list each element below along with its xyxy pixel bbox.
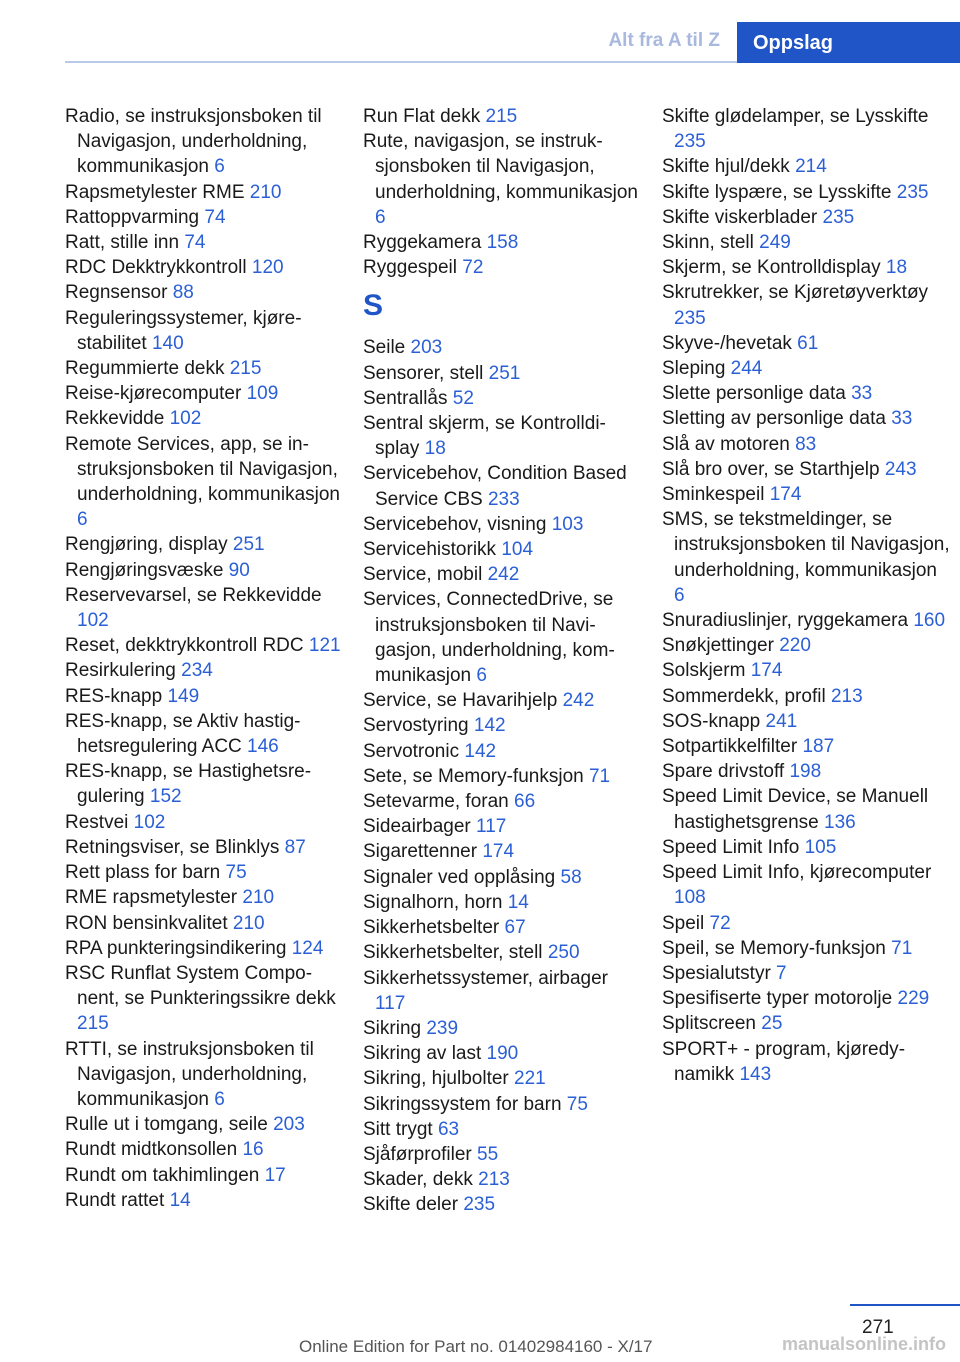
page-link[interactable]: 67 [504, 917, 526, 939]
page-link[interactable]: 142 [473, 715, 506, 737]
entry-term: RON bensinkvalitet [65, 912, 233, 934]
entry-term: Rengjøring, display [65, 534, 233, 556]
entry-term: Rengjøringsvæske [65, 559, 229, 581]
entry-term: Sikkerhetssystemer, airbager [363, 967, 608, 989]
index-entry [65, 432, 343, 533]
entry-term: Servostyring [363, 715, 474, 737]
entry-term: Sentral skjerm, se Kontrolldisplay [363, 413, 606, 460]
page-link[interactable]: 215 [229, 358, 262, 380]
page-link[interactable]: 6 [214, 1088, 225, 1110]
page-link[interactable]: 210 [242, 887, 275, 909]
index-entry [65, 104, 343, 180]
page-link[interactable]: 210 [249, 181, 282, 203]
page-link[interactable]: 190 [486, 1043, 519, 1065]
entry-term: Rundt om takhimlingen [65, 1164, 265, 1186]
page-link[interactable]: 16 [242, 1139, 264, 1161]
index-entry [662, 1011, 952, 1036]
entry-term: Rundt midtkonsollen [65, 1139, 243, 1161]
page-link[interactable]: 74 [204, 206, 226, 228]
section-letter: S [363, 289, 384, 323]
page-link[interactable]: 250 [547, 942, 580, 964]
page-link[interactable]: 146 [247, 736, 279, 758]
page-link[interactable]: 74 [184, 232, 206, 254]
index-entry [662, 835, 952, 860]
index-entry [65, 911, 343, 936]
page-link[interactable]: 174 [482, 841, 515, 863]
index-entry [363, 1066, 643, 1091]
entry-term: Rett plass for barn [65, 862, 226, 884]
page-link[interactable]: 251 [488, 362, 521, 384]
page-link[interactable]: 71 [891, 937, 913, 959]
page-link[interactable]: 14 [169, 1189, 191, 1211]
page-link[interactable]: 18 [424, 438, 446, 460]
entry-term: RSC Runflat System Component, se Punkteringssikre dekk [65, 962, 336, 1010]
entry-term: Service, se Havarihjelp [363, 690, 563, 712]
entry-term: Run Flat dekk [363, 106, 486, 127]
page-link[interactable]: 102 [77, 610, 109, 632]
entry-term: Restvei [65, 811, 134, 833]
index-entry [363, 537, 643, 562]
index-entry [363, 890, 643, 915]
entry-term: Seile [363, 337, 411, 359]
entry-term: Servicebehov, visning [363, 513, 552, 535]
index-entry [65, 532, 343, 557]
page-number: 271 [862, 1317, 894, 1338]
page-link[interactable]: 66 [514, 791, 536, 813]
index-entry [662, 406, 952, 431]
page-link[interactable]: 104 [501, 539, 534, 561]
index-entry [65, 280, 343, 305]
page-link[interactable]: 239 [426, 1017, 459, 1039]
index-entry [363, 1092, 643, 1117]
index-entry [662, 457, 952, 482]
page-link[interactable]: 244 [730, 358, 763, 380]
entry-term: Sommerdekk, profil [662, 685, 831, 707]
page-link[interactable]: 235 [674, 307, 706, 329]
index-entry [662, 255, 952, 280]
entry-term: RTTI, se instruksjonsboken til Navigasjon, underholdning, kommunikasjon [65, 1038, 314, 1110]
entry-term: Slå bro over, se Starthjelp [662, 458, 885, 480]
page-link[interactable]: 18 [885, 257, 908, 279]
index-entry [363, 1167, 643, 1192]
index-entry [662, 658, 952, 683]
index-entry [662, 104, 952, 154]
entry-term: Speed Limit Info [662, 836, 805, 858]
index-entry [363, 230, 643, 255]
page-link[interactable]: 33 [891, 408, 913, 430]
index-entry [363, 789, 643, 814]
page-link[interactable]: 221 [514, 1068, 546, 1090]
page-link[interactable]: 61 [797, 332, 819, 354]
page-link[interactable]: 6 [476, 665, 487, 687]
page-link[interactable]: 117 [476, 816, 507, 838]
entry-term: Speed Limit Device, se Manuell hastighetsgrense [662, 786, 929, 833]
entry-term: Splitscreen [662, 1013, 762, 1035]
entry-term: SPORT+ - program, kjøredynamikk [662, 1038, 906, 1085]
page-link[interactable]: 242 [562, 690, 595, 712]
entry-term: Skifte glødelamper, se Lysskifte [662, 106, 929, 127]
entry-term: Service, mobil [363, 564, 488, 586]
edition-note: Online Edition for Part no. 01402984160 - X/17 [299, 1337, 653, 1356]
index-entry [363, 562, 643, 587]
page-link[interactable]: 117 [375, 992, 406, 1014]
index-entry [363, 713, 643, 738]
entry-term: Regnsensor [65, 282, 173, 304]
entry-term: Skyve-/hevetak [662, 332, 798, 354]
index-entry [65, 835, 343, 860]
page-link[interactable]: 203 [410, 337, 443, 359]
index-entry [363, 129, 643, 230]
page-link[interactable]: 105 [804, 836, 837, 858]
entry-term: Sentrallås [363, 387, 453, 409]
page-link[interactable]: 75 [225, 862, 247, 884]
index-entry [363, 688, 643, 713]
index-column-3 [662, 104, 952, 1087]
entry-term: Signaler ved opplåsing [363, 866, 561, 888]
page-link[interactable]: 174 [750, 660, 783, 682]
index-entry [65, 1188, 343, 1213]
page-link[interactable]: 102 [133, 811, 166, 833]
page-link[interactable]: 229 [897, 988, 930, 1010]
index-entry [662, 180, 952, 205]
page-link[interactable]: 249 [759, 232, 791, 254]
page-link[interactable]: 120 [251, 257, 284, 279]
index-entry [662, 331, 952, 356]
index-entry [65, 860, 343, 885]
entry-term: Slette personlige data [662, 383, 852, 405]
index-entry [65, 961, 343, 1037]
entry-term: Reset, dekktrykkontroll RDC [65, 635, 309, 657]
index-entry [662, 709, 952, 734]
page-link[interactable]: 187 [802, 736, 835, 758]
page-link[interactable]: 75 [566, 1093, 588, 1115]
entry-term: Skifte deler [363, 1194, 464, 1216]
index-entry [662, 507, 952, 608]
page-link[interactable]: 7 [776, 962, 787, 984]
entry-term: Spare drivstoff [662, 761, 790, 783]
entry-term: Setevarme, foran [363, 791, 515, 813]
entry-term: Skifte hjul/dekk [662, 156, 796, 178]
index-entry [363, 1041, 643, 1066]
page-link[interactable]: 210 [232, 912, 265, 934]
page-link[interactable]: 58 [560, 866, 582, 888]
index-entry [65, 583, 343, 633]
index-entry [65, 406, 343, 431]
page-link[interactable]: 72 [709, 912, 731, 934]
index-entry [65, 633, 343, 658]
index-entry [363, 512, 643, 537]
entry-term: RES-knapp, se Hastighetsregulering [65, 761, 312, 808]
entry-term: Spesifiserte typer motorolje [662, 988, 898, 1010]
index-entry [363, 361, 643, 386]
index-entry [363, 461, 643, 511]
page-link[interactable]: 83 [795, 433, 817, 455]
page-link[interactable]: 213 [830, 685, 863, 707]
index-entry [363, 940, 643, 965]
index-entry [363, 814, 643, 839]
entry-term: Sminkespeil [662, 484, 770, 506]
index-entry [363, 104, 643, 129]
page-link[interactable]: 220 [779, 635, 811, 657]
index-entry [662, 1037, 952, 1087]
index-entry [65, 1037, 343, 1113]
entry-term: Skifte lyspære, se Lysskifte [662, 181, 897, 203]
entry-term: Speil [662, 912, 710, 934]
entry-term: Slå av motoren [662, 433, 796, 455]
index-entry [65, 1163, 343, 1188]
page-link[interactable]: 14 [507, 891, 529, 913]
entry-term: Regummierte dekk [65, 358, 230, 380]
index-entry [662, 961, 952, 986]
index-entry [662, 986, 952, 1011]
entry-term: RES-knapp [65, 685, 168, 707]
page-link[interactable]: 235 [463, 1194, 496, 1216]
page-link[interactable]: 140 [151, 332, 184, 354]
page-link[interactable]: 6 [77, 509, 88, 531]
entry-term: Skifte viskerblader [662, 206, 823, 228]
index-entry [662, 759, 952, 784]
entry-term: Solskjerm [662, 660, 751, 682]
entry-term: Sikkerhetsbelter, stell [363, 942, 548, 964]
page-link[interactable]: 55 [477, 1143, 499, 1165]
index-entry [65, 684, 343, 709]
page-link[interactable]: 160 [913, 610, 946, 632]
index-entry [65, 306, 343, 356]
index-entry [363, 764, 643, 789]
entry-term: Rute, navigasjon, se instruksjonsboken til Navigasjon, underholdning, kommunikasjon [363, 131, 638, 203]
entry-term: Sikring [363, 1017, 427, 1039]
page-link[interactable]: 143 [739, 1063, 772, 1085]
index-entry [662, 280, 952, 330]
page-link[interactable]: 235 [822, 206, 855, 228]
page-link[interactable]: 215 [485, 106, 518, 127]
index-entry [662, 154, 952, 179]
entry-term: SMS, se tekstmeldinger, se instruksjonsboken til Navigasjon, underholdning, kommunikasjon [662, 509, 950, 581]
entry-term: Spesialutstyr [662, 962, 777, 984]
page-link[interactable]: 102 [169, 408, 202, 430]
page-link[interactable]: 215 [77, 1013, 109, 1035]
index-entry [65, 885, 343, 910]
page-link[interactable]: 198 [789, 761, 822, 783]
page-link[interactable]: 88 [172, 282, 194, 304]
page-link[interactable]: 251 [232, 534, 265, 556]
entry-term: Skader, dekk [363, 1169, 479, 1191]
page-link[interactable]: 214 [795, 156, 827, 178]
entry-term: Skrutrekker, se Kjøretøyverktøy [662, 282, 929, 304]
entry-term: Signalhorn, horn [363, 891, 508, 913]
index-entry [363, 915, 643, 940]
entry-term: Services, ConnectedDrive, se instruksjonsboken til Navigasjon, underholdning, kommunikasjon [363, 589, 615, 687]
index-entry [662, 860, 952, 910]
index-entry [662, 633, 952, 658]
page-link[interactable]: 242 [487, 564, 520, 586]
entry-term: Servotronic [363, 740, 465, 762]
index-column-2 [363, 104, 643, 1218]
entry-term: Rattoppvarming [65, 206, 205, 228]
entry-term: Sikring, hjulbolter [363, 1068, 515, 1090]
entry-term: Snuradiuslinjer, ryggekamera [662, 610, 914, 632]
index-entry [65, 558, 343, 583]
index-entry [65, 180, 343, 205]
page-link[interactable]: 235 [896, 181, 929, 203]
page-link[interactable]: 243 [884, 458, 917, 480]
index-entry [662, 734, 952, 759]
entry-term: Skjerm, se Kontrolldisplay [662, 257, 886, 279]
index-entry [65, 1137, 343, 1162]
entry-term: Sitt trygt [363, 1118, 438, 1140]
index-entry [363, 411, 643, 461]
entry-term: Rapsmetylester RME [65, 181, 250, 203]
page-link[interactable]: 33 [851, 383, 873, 405]
index-entry [65, 255, 343, 280]
page-link[interactable]: 124 [291, 937, 324, 959]
index-entry [662, 482, 952, 507]
page-link[interactable]: 6 [375, 206, 386, 228]
entry-term: Reise-kjørecomputer [65, 383, 247, 405]
entry-term: Speil, se Memory-funksjon [662, 937, 892, 959]
index-entry [65, 205, 343, 230]
entry-term: Skinn, stell [662, 232, 760, 254]
entry-term: Sjåførprofiler [363, 1143, 478, 1165]
entry-term: Rundt rattet [65, 1189, 170, 1211]
index-entry [662, 381, 952, 406]
entry-term: Speed Limit Info, kjørecomputer [662, 862, 932, 884]
index-entry [65, 356, 343, 381]
page-link[interactable]: 136 [824, 811, 856, 833]
index-entry [662, 356, 952, 381]
index-entry [662, 936, 952, 961]
entry-term: RDC Dekktrykkontroll [65, 257, 252, 279]
page-link[interactable]: 87 [284, 836, 306, 858]
page-link[interactable]: 72 [462, 257, 484, 279]
entry-term: Retningsviser, se Blinklys [65, 836, 285, 858]
entry-term: Sletting av personlige data [662, 408, 892, 430]
page-link[interactable]: 25 [761, 1013, 783, 1035]
entry-term: Sikring av last [363, 1043, 487, 1065]
index-entry [363, 966, 643, 1016]
page-link[interactable]: 235 [674, 131, 706, 153]
page-link[interactable]: 52 [452, 387, 474, 409]
entry-term: Servicebehov, Condition Based Service CBS [363, 463, 627, 510]
page-link[interactable]: 6 [674, 584, 685, 606]
index-entry [363, 255, 643, 280]
index-entry [662, 230, 952, 255]
entry-term: SOS-knapp [662, 710, 766, 732]
index-entry [363, 1192, 643, 1217]
entry-term: Sideairbager [363, 816, 477, 838]
entry-term: RES-knapp, se Aktiv hastighetsregulering ACC [65, 710, 301, 758]
page-link[interactable]: 213 [478, 1169, 510, 1191]
index-entry [65, 810, 343, 835]
index-entry [363, 865, 643, 890]
entry-term: Resirkulering [65, 660, 182, 682]
index-entry [65, 936, 343, 961]
index-entry [662, 205, 952, 230]
page-link[interactable]: 17 [264, 1164, 286, 1186]
entry-term: Sikringssystem for barn [363, 1093, 567, 1115]
entry-term: RPA punkteringsindikering [65, 937, 292, 959]
entry-term: Remote Services, app, se instruksjonsboken til Navigasjon, underholdning, kommunikasjon [65, 433, 340, 506]
entry-term: RME rapsmetylester [65, 887, 243, 909]
page-link[interactable]: 152 [149, 786, 182, 808]
page-link[interactable]: 90 [228, 559, 250, 581]
page-link[interactable]: 203 [273, 1114, 305, 1136]
page-link[interactable]: 142 [464, 740, 497, 762]
index-entry [65, 1112, 343, 1137]
page-link[interactable]: 6 [214, 156, 225, 178]
entry-term: Servicehistorikk [363, 539, 502, 561]
entry-term: Sete, se Memory-funksjon [363, 765, 589, 787]
index-entry [363, 739, 643, 764]
entry-term: Rekkevidde [65, 408, 170, 430]
index-entry [363, 386, 643, 411]
page-link[interactable]: 121 [308, 635, 341, 657]
index-entry [363, 839, 643, 864]
index-entry [662, 684, 952, 709]
breadcrumb[interactable]: Alt fra A til Z [608, 30, 720, 51]
index-entry [363, 1117, 643, 1142]
page-link[interactable]: 63 [437, 1118, 460, 1140]
index-entry [65, 709, 343, 759]
index-entry [363, 1142, 643, 1167]
index-entry [65, 230, 343, 255]
index-column-1 [65, 104, 343, 1213]
entry-term: Rulle ut i tomgang, seile [65, 1114, 274, 1136]
entry-term: Sigarettenner [363, 841, 483, 863]
index-entry [363, 335, 643, 360]
entry-term: Sleping [662, 358, 731, 380]
entry-term: Snøkjettinger [662, 635, 780, 657]
page-link[interactable]: 234 [181, 660, 213, 682]
entry-term: Ryggespeil [363, 257, 463, 279]
index-entry [363, 587, 643, 688]
page-link[interactable]: 158 [486, 232, 519, 254]
index-entry [65, 381, 343, 406]
index-entry [662, 432, 952, 457]
entry-term: Reservevarsel, se Rekkevidde [65, 584, 322, 606]
tab-oppslag[interactable]: Oppslag [737, 22, 960, 63]
entry-term: Sensorer, stell [363, 362, 489, 384]
page-link[interactable]: 109 [246, 383, 279, 405]
page-link[interactable]: 241 [765, 710, 798, 732]
entry-term: Sikkerhetsbelter [363, 917, 505, 939]
page-link[interactable]: 174 [769, 484, 802, 506]
page-link[interactable]: 233 [487, 488, 520, 510]
page-link[interactable]: 71 [588, 765, 611, 787]
entry-term: Radio, se instruksjonsboken til Navigasjon, underholdning, kommunikasjon [65, 106, 322, 178]
index-entry [662, 784, 952, 834]
index-entry [65, 759, 343, 809]
page-link[interactable]: 108 [674, 887, 706, 909]
watermark: manualsonline.info [781, 1334, 946, 1354]
index-entry [662, 911, 952, 936]
entry-term: Ratt, stille inn [65, 232, 185, 254]
footer-rule [850, 1304, 960, 1306]
index-entry [363, 1016, 643, 1041]
page-link[interactable]: 103 [551, 513, 584, 535]
entry-term: Reguleringssystemer, kjørestabilitet [65, 307, 302, 354]
entry-term: Ryggekamera [363, 232, 487, 254]
page-link[interactable]: 149 [167, 685, 200, 707]
index-entry [662, 608, 952, 633]
entry-term: Sotpartikkelfilter [662, 736, 803, 758]
index-entry [65, 658, 343, 683]
